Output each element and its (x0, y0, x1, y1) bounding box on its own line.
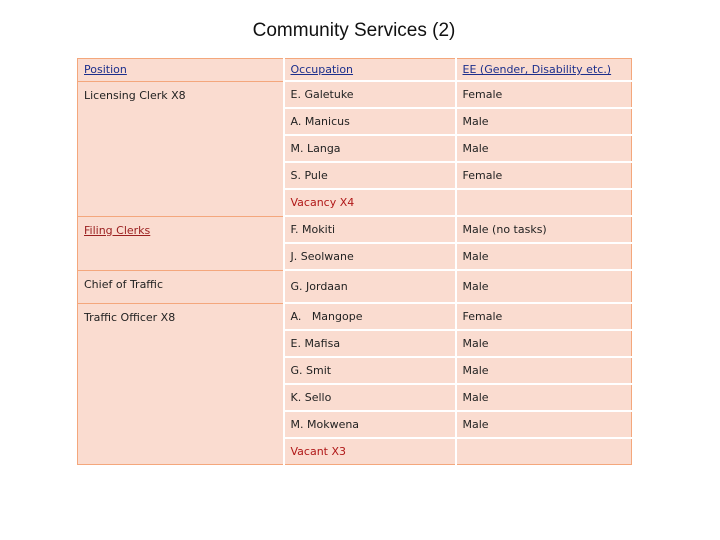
ee-cell: Female (456, 162, 632, 189)
ee-cell: Female (456, 81, 632, 108)
ee-cell: Male (456, 330, 632, 357)
occupation-cell: G. Jordaan (284, 270, 456, 303)
ee-cell: Female (456, 303, 632, 330)
position-cell: Chief of Traffic (78, 270, 284, 303)
position-cell (78, 216, 284, 270)
ee-cell: Male (456, 243, 632, 270)
ee-cell: Male (456, 384, 632, 411)
occupation-cell: E. Mafisa (284, 330, 456, 357)
ee-cell: Male (456, 357, 632, 384)
table-row (78, 216, 632, 243)
header-ee: EE (Gender, Disability etc.) (456, 59, 632, 82)
position-cell: Licensing Clerk X8 (78, 81, 284, 216)
ee-cell: Male (no tasks) (456, 216, 632, 243)
vacancy-cell: Vacant X3 (284, 438, 456, 465)
header-occupation: Occupation (284, 59, 456, 82)
occupation-cell: J. Seolwane (284, 243, 456, 270)
occupation-cell: E. Galetuke (284, 81, 456, 108)
table-header-row (78, 59, 632, 82)
occupation-cell: M. Mokwena (284, 411, 456, 438)
vacancy-cell: Vacancy X4 (284, 189, 456, 216)
occupation-cell: G. Smit (284, 357, 456, 384)
staff-table (77, 58, 632, 465)
filing-clerks-link[interactable]: Filing Clerks (84, 223, 151, 237)
occupation-cell: A. Mangope (284, 303, 456, 330)
table-row (78, 303, 632, 330)
table-row (78, 270, 632, 303)
occupation-cell: A. Manicus (284, 108, 456, 135)
occupation-cell: M. Langa (284, 135, 456, 162)
ee-cell: Male (456, 270, 632, 303)
ee-cell (456, 438, 632, 465)
ee-cell (456, 189, 632, 216)
ee-cell: Male (456, 108, 632, 135)
ee-cell: Male (456, 135, 632, 162)
position-cell: Traffic Officer X8 (78, 303, 284, 465)
ee-cell: Male (456, 411, 632, 438)
table-row (78, 81, 632, 108)
occupation-cell: S. Pule (284, 162, 456, 189)
header-position: Position (78, 59, 284, 82)
occupation-cell: F. Mokiti (284, 216, 456, 243)
page-title: Community Services (2) (252, 20, 456, 41)
occupation-cell: K. Sello (284, 384, 456, 411)
